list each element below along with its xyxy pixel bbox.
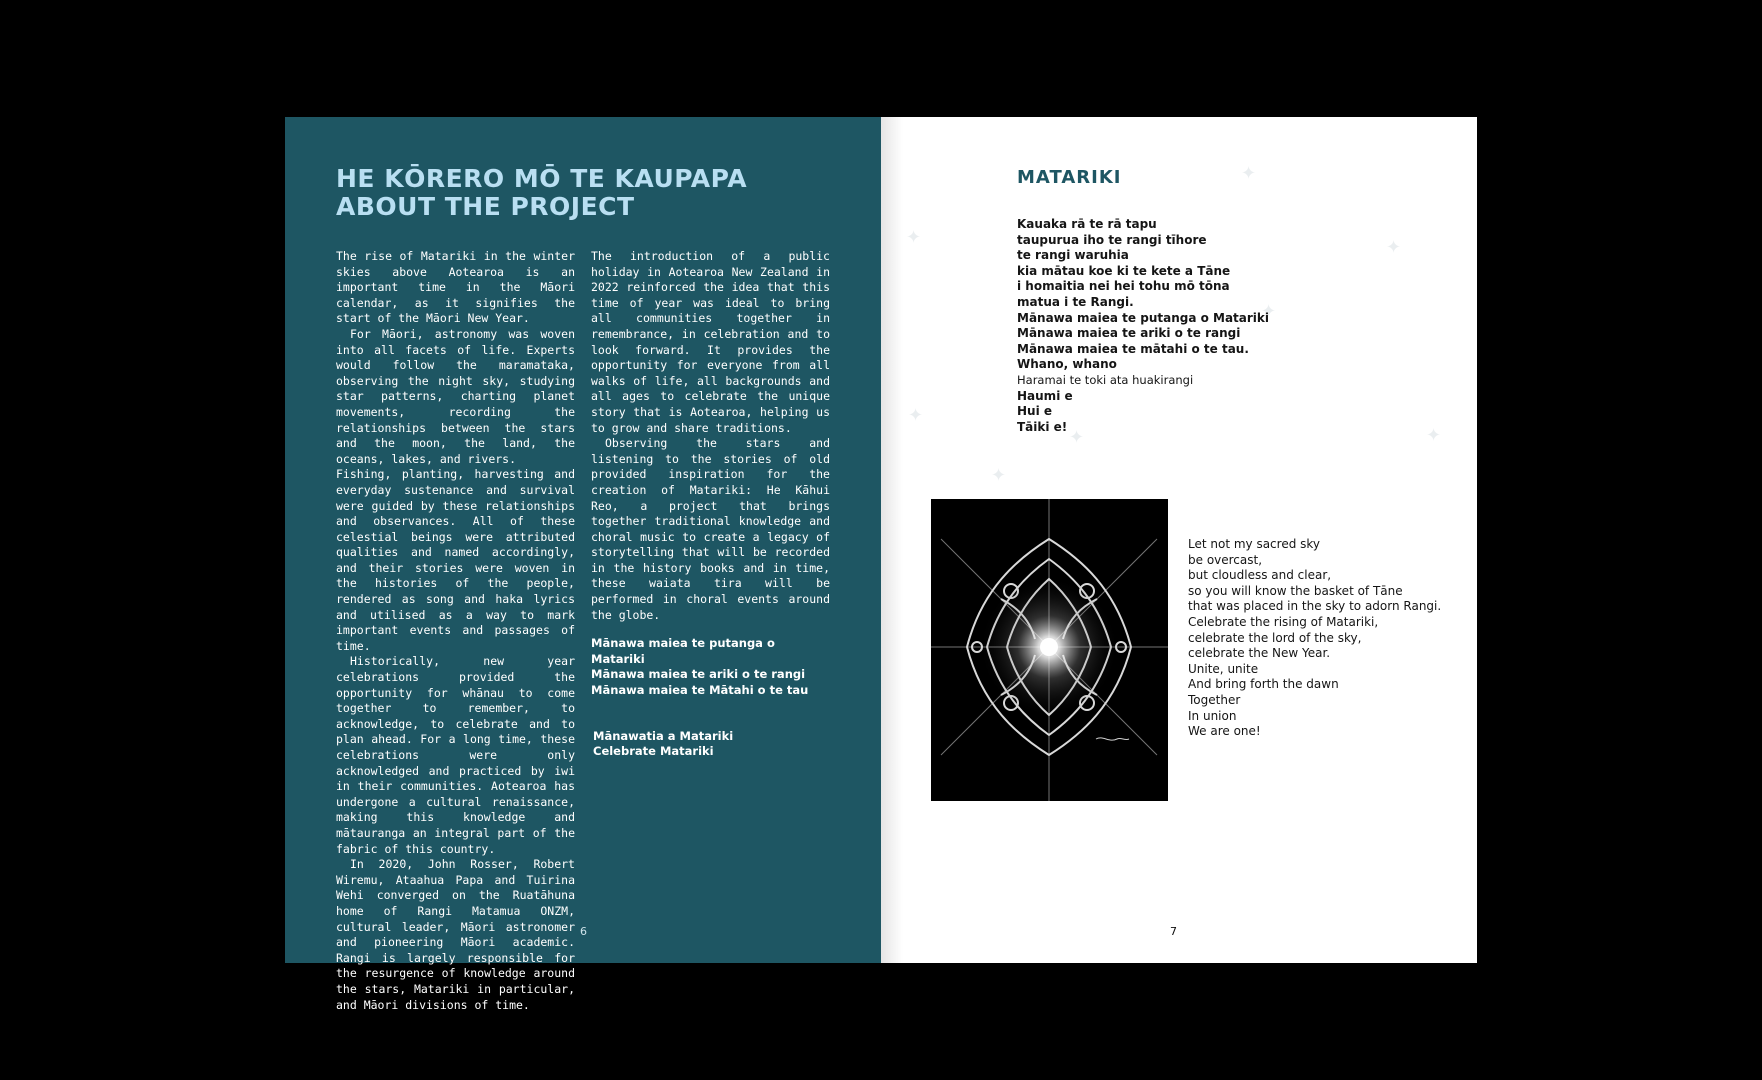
paragraph: The rise of Matariki in the winter skies above Aotearoa is an important time in the Māori calendar, as it signifies the start of the Māori New Year. xyxy=(336,249,575,326)
paragraph: For Māori, astronomy was woven into all facets of life. Experts would follow the maramataka, observing the night sky, studying star patterns, charting planet movements, recording the relationships between the stars and the moon, the land, the oceans, lakes, and rivers. xyxy=(336,326,575,466)
matariki-star-carving-artwork xyxy=(931,499,1168,801)
four-point-star-icon: ✦ xyxy=(1261,301,1277,322)
right-page xyxy=(881,117,1477,963)
page-heading xyxy=(336,165,747,221)
poem-line: Haramai te toki ata huakirangi xyxy=(1017,372,1194,387)
poem-line: Unite, unite xyxy=(1188,661,1259,676)
poem-line: matua i te Rangi. xyxy=(1017,294,1134,309)
poem-line: i homaitia nei hei tohu mō tōna xyxy=(1017,279,1230,294)
poem-line: In union xyxy=(1188,708,1237,723)
poem-line: Tāiki e! xyxy=(1017,419,1068,434)
closing-line: Celebrate Matariki xyxy=(593,744,714,759)
poem-line: that was placed in the sky to adorn Rangi. xyxy=(1188,599,1442,614)
gutter-shadow xyxy=(881,117,903,963)
maori-poem xyxy=(1017,217,1269,435)
text-column-1 xyxy=(336,249,575,1013)
poem-line: Mānawa maiea te putanga o Matariki xyxy=(1017,310,1270,325)
poem-line: but cloudless and clear, xyxy=(1188,568,1332,583)
motto-line: Mānawa maiea te ariki o te rangi xyxy=(591,667,806,682)
page-number: 6 xyxy=(580,925,587,938)
poem-line: Let not my sacred sky xyxy=(1188,537,1321,551)
four-point-star-icon: ✦ xyxy=(906,227,922,248)
paragraph: In 2020, John Rosser, Robert Wiremu, Ataahua Papa and Tuirina Wehi converged on the Ruatāhuna home of Rangi Matamua ONZM, cultural leader, Māori astronomer and pioneering Māori academic. Rangi is largely responsible for the resurgence of knowledge around the stars, Matariki in particular, and Māori divisions of time. xyxy=(336,857,575,1012)
poem-line: te rangi waruhia xyxy=(1017,248,1129,263)
artwork-graphic xyxy=(931,499,1168,801)
poem-line: so you will know the basket of Tāne xyxy=(1188,583,1403,598)
text-column-2 xyxy=(591,249,830,760)
poem-line: celebrate the lord of the sky, xyxy=(1188,630,1362,645)
poem-line: We are one! xyxy=(1188,724,1261,739)
poem-line: Haumi e xyxy=(1017,388,1073,403)
four-point-star-icon: ✦ xyxy=(991,465,1007,486)
paragraph: Historically, new year celebrations provided the opportunity for whānau to come together to remember, to acknowledge, to celebrate and to plan ahead. For a long time, these celebrations were only acknowledged and practiced by iwi in their communities. Aotearoa has undergone a cultural renaissance, making this knowledge and mātauranga an integral part of the fabric of this country. xyxy=(336,654,575,856)
poem-line: be overcast, xyxy=(1188,552,1263,567)
poem-line: Whano, whano xyxy=(1017,357,1117,372)
poem-line: Kauaka rā te rā tapu xyxy=(1017,217,1157,231)
four-point-star-icon: ✦ xyxy=(1426,425,1442,446)
motto-line: Mānawa maiea te Mātahi o te tau xyxy=(591,683,809,698)
poem-line: taupurua iho te rangi tīhore xyxy=(1017,232,1207,247)
paragraph: Observing the stars and listening to the stories of old provided inspiration for the creation of Matariki: He Kāhui Reo, a project that brings together traditional knowledge and choral music to create a legacy of storytelling that will be recorded in the history books and in time, these waiata tira will be performed in choral events around the globe. xyxy=(591,436,830,622)
book-spread xyxy=(285,117,1477,1012)
poem-line: kia mātau koe ki te kete a Tāne xyxy=(1017,263,1231,278)
paragraph: Fishing, planting, harvesting and everyday sustenance and survival were guided by these relationships and observances. All of these celestial beings were attributed qualities and named accordingly, and their stories were woven in the histories of the people, rendered as song and haka lyrics and utilised as a way to mark important events and passages of time. xyxy=(336,467,575,653)
closing-block xyxy=(591,729,830,760)
poem-line: Hui e xyxy=(1017,404,1053,419)
poem-line: celebrate the New Year. xyxy=(1188,646,1331,661)
poem-line: Mānawa maiea te mātahi o te tau. xyxy=(1017,341,1249,356)
poem-title: MATARIKI xyxy=(1017,167,1122,188)
poem-line: Together xyxy=(1188,692,1241,707)
four-point-star-icon: ✦ xyxy=(908,405,924,426)
page-number: 7 xyxy=(1170,925,1177,938)
motto-line: Mānawa maiea te putanga o Matariki xyxy=(591,636,775,666)
paragraph: The introduction of a public holiday in Aotearoa New Zealand in 2022 reinforced the idea that this time of year was ideal to bring all communities together in remembrance, in celebration and to look forward. It provides the opportunity for everyone from all walks of life, all backgrounds and all ages to celebrate the unique story that is Aotearoa, helping us to grow and share traditions. xyxy=(591,249,830,435)
poem-line: Mānawa maiea te ariki o te rangi xyxy=(1017,326,1241,341)
heading-line-english: ABOUT THE PROJECT xyxy=(336,192,635,221)
four-point-star-icon: ✦ xyxy=(1386,237,1402,258)
english-poem xyxy=(1188,537,1441,740)
poem-line: Celebrate the rising of Matariki, xyxy=(1188,614,1379,629)
four-point-star-icon: ✦ xyxy=(1241,163,1257,184)
poem-line: And bring forth the dawn xyxy=(1188,677,1339,692)
heading-line-maori: HE KŌRERO MŌ TE KAUPAPA xyxy=(336,164,748,193)
four-point-star-icon: ✦ xyxy=(1069,427,1085,448)
motto-block xyxy=(591,636,830,698)
closing-line: Mānawatia a Matariki xyxy=(593,728,734,743)
left-page xyxy=(285,117,881,1012)
